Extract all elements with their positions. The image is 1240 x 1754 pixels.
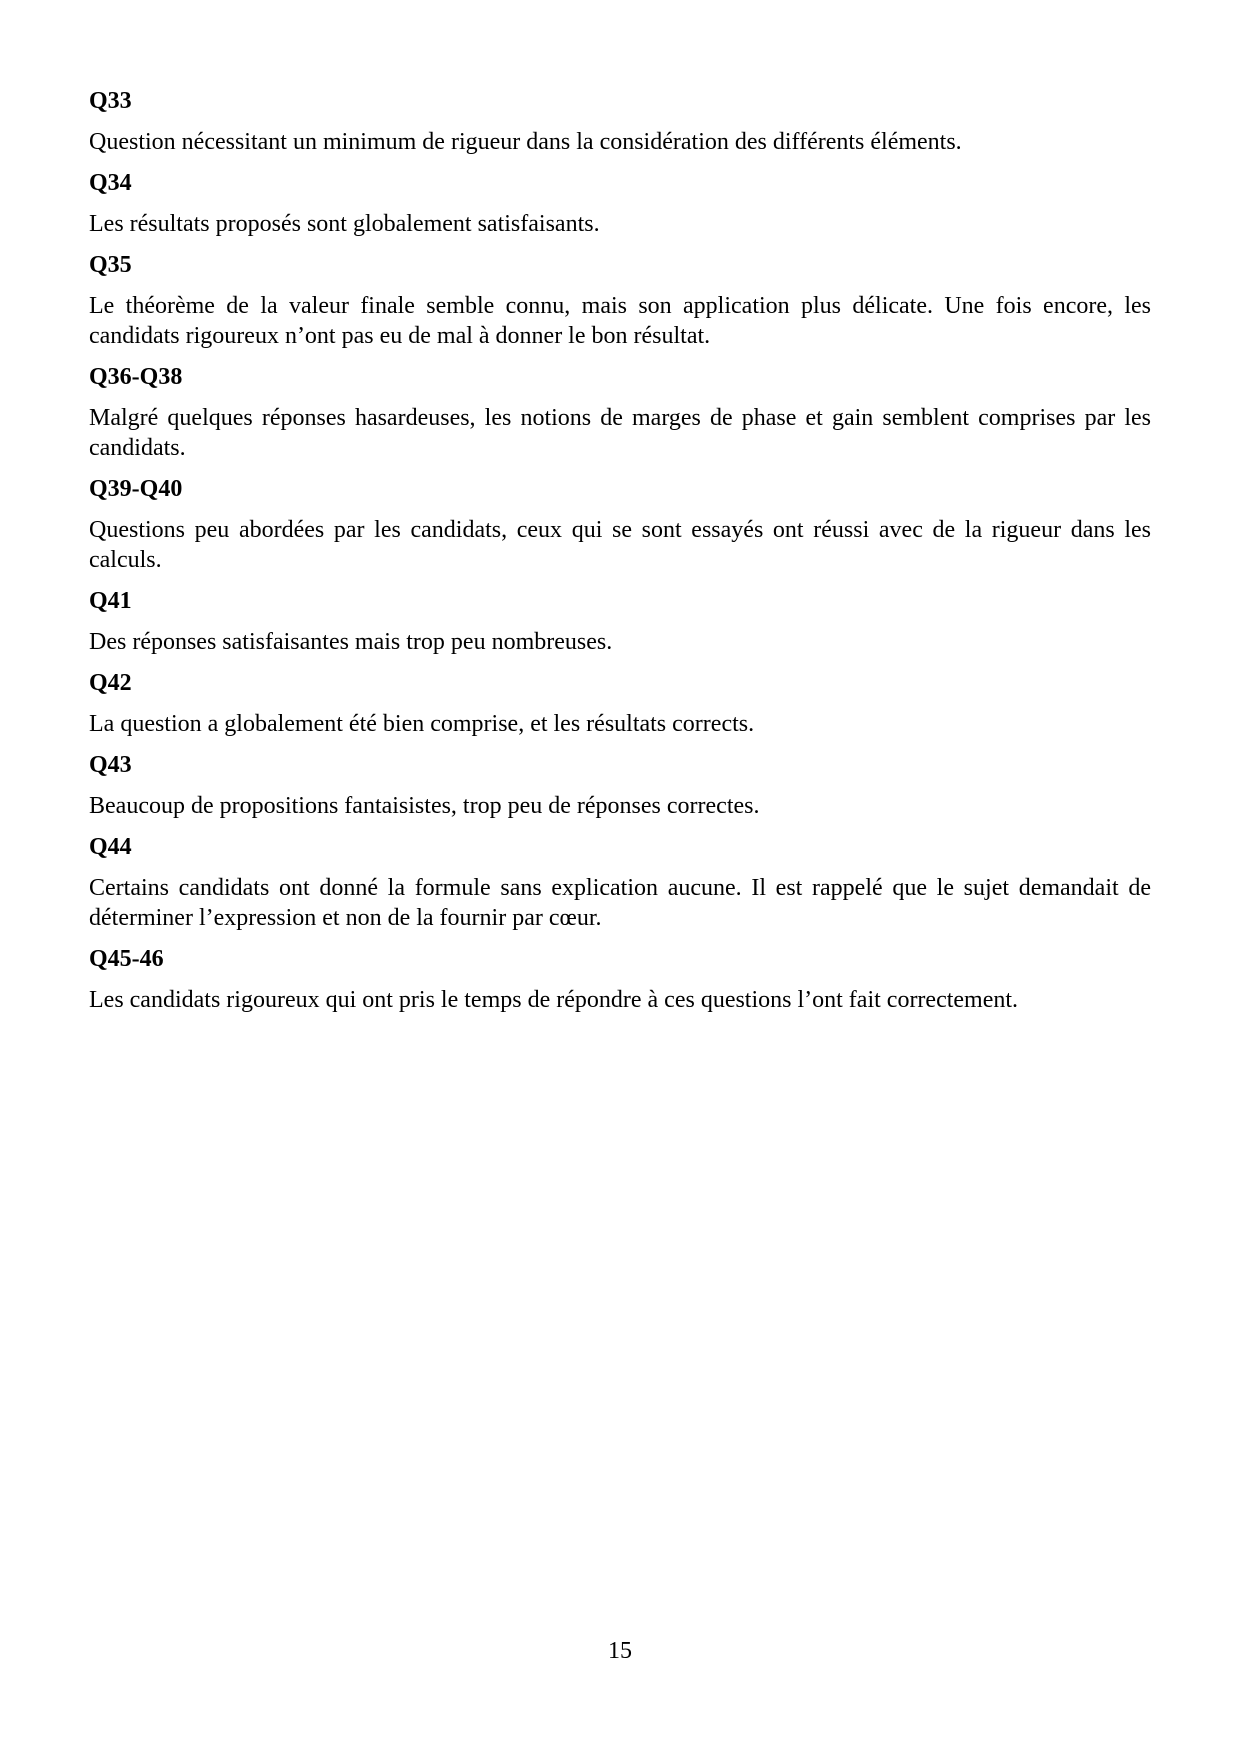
section-q35: [89, 250, 1151, 351]
report-content: [89, 86, 1151, 1026]
section-body: Questions peu abordées par les candidats, ceux qui se sont essayés ont réussi avec de la rigueur dans les calculs.: [89, 517, 1151, 573]
section-q43: [89, 750, 1151, 821]
section-q41: [89, 586, 1151, 657]
section-q44: [89, 832, 1151, 933]
section-title: Q34: [89, 170, 132, 196]
section-title: Q39-Q40: [89, 476, 183, 502]
section-q45-46: [89, 944, 1151, 1015]
section-title: Q35: [89, 252, 132, 278]
section-q42: [89, 668, 1151, 739]
section-title: Q44: [89, 834, 132, 860]
section-title: Q45-46: [89, 946, 164, 972]
section-title: Q36-Q38: [89, 364, 183, 390]
section-q33: [89, 86, 1151, 157]
section-body: Malgré quelques réponses hasardeuses, les notions de marges de phase et gain semblent comprises par les candidats.: [89, 405, 1151, 461]
section-title: Q33: [89, 88, 132, 114]
section-q39-q40: [89, 474, 1151, 575]
section-body: La question a globalement été bien comprise, et les résultats corrects.: [89, 711, 755, 737]
section-title: Q42: [89, 670, 132, 696]
page-number: 15: [608, 1638, 632, 1664]
section-q34: [89, 168, 1151, 239]
section-body: Les candidats rigoureux qui ont pris le temps de répondre à ces questions l’ont fait correctement.: [89, 987, 1019, 1013]
section-title: Q43: [89, 752, 132, 778]
section-body: Beaucoup de propositions fantaisistes, trop peu de réponses correctes.: [89, 793, 760, 819]
section-body: Le théorème de la valeur finale semble connu, mais son application plus délicate. Une fois encore, les candidats rigoureux n’ont pas eu de mal à donner le bon résultat.: [89, 293, 1151, 349]
section-title: Q41: [89, 588, 132, 614]
section-q36-q38: [89, 362, 1151, 463]
section-body: Les résultats proposés sont globalement satisfaisants.: [89, 211, 600, 237]
section-body: Des réponses satisfaisantes mais trop peu nombreuses.: [89, 629, 613, 655]
section-body: Question nécessitant un minimum de rigueur dans la considération des différents éléments.: [89, 129, 962, 155]
section-body: Certains candidats ont donné la formule sans explication aucune. Il est rappelé que le sujet demandait de déterminer l’expression et non de la fournir par cœur.: [89, 875, 1151, 931]
